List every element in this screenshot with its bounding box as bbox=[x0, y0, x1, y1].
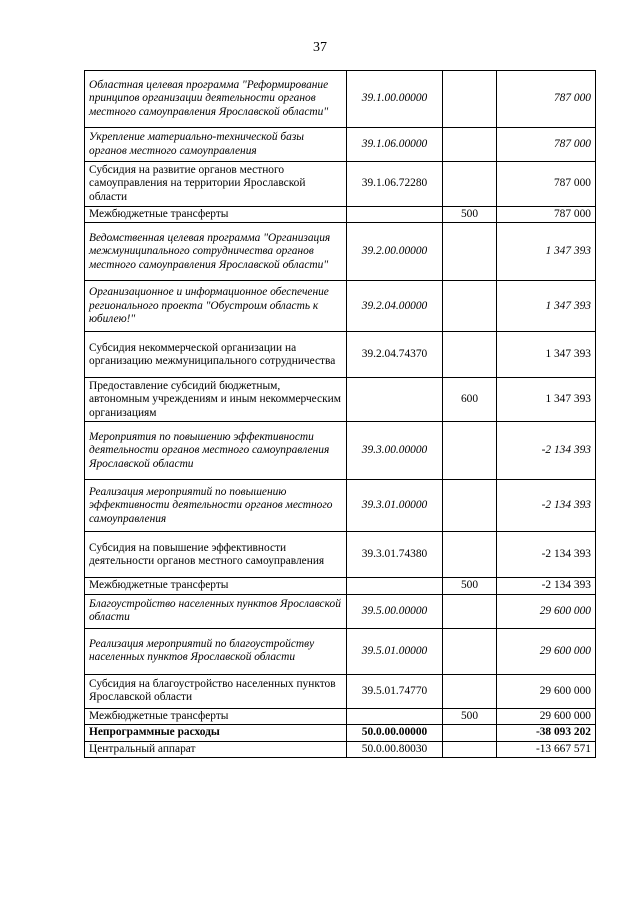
table-row bbox=[85, 422, 596, 480]
row-sum-cell: 29 600 000 bbox=[497, 628, 596, 674]
row-code-cell: 39.2.04.74370 bbox=[347, 332, 443, 378]
table-row bbox=[85, 594, 596, 628]
table-row bbox=[85, 708, 596, 724]
row-type-cell bbox=[443, 532, 497, 578]
row-name-cell: Субсидия на благоустройство населенных пунктов Ярославской области bbox=[85, 674, 347, 708]
table-row bbox=[85, 223, 596, 281]
row-code-cell: 39.5.01.00000 bbox=[347, 628, 443, 674]
row-code-cell: 39.3.01.00000 bbox=[347, 480, 443, 532]
page-number: 37 bbox=[313, 40, 327, 55]
row-sum-cell: -2 134 393 bbox=[497, 422, 596, 480]
row-type-cell bbox=[443, 628, 497, 674]
row-name-cell: Центральный аппарат bbox=[85, 741, 347, 757]
row-name-cell: Межбюджетные трансферты bbox=[85, 578, 347, 594]
table-row bbox=[85, 162, 596, 207]
row-sum-cell: -38 093 202 bbox=[497, 725, 596, 741]
row-code-cell bbox=[347, 578, 443, 594]
row-sum-cell: 1 347 393 bbox=[497, 223, 596, 281]
row-name-cell: Субсидия на повышение эффективности деятельности органов местного самоуправления bbox=[85, 532, 347, 578]
row-code-cell bbox=[347, 378, 443, 422]
row-name-cell: Мероприятия по повышению эффективности деятельности органов местного самоуправления Ярославской области bbox=[85, 422, 347, 480]
table-row bbox=[85, 332, 596, 378]
row-type-cell bbox=[443, 223, 497, 281]
row-type-cell bbox=[443, 422, 497, 480]
row-type-cell: 500 bbox=[443, 207, 497, 223]
row-type-cell bbox=[443, 281, 497, 332]
row-type-cell bbox=[443, 128, 497, 162]
row-type-cell: 600 bbox=[443, 378, 497, 422]
table-row bbox=[85, 578, 596, 594]
row-sum-cell: 787 000 bbox=[497, 71, 596, 128]
row-name-cell: Благоустройство населенных пунктов Ярославской области bbox=[85, 594, 347, 628]
row-name-cell: Областная целевая программа "Реформирование принципов организации деятельности органов местного самоуправления Ярославской области" bbox=[85, 71, 347, 128]
row-type-cell bbox=[443, 594, 497, 628]
row-sum-cell: 29 600 000 bbox=[497, 708, 596, 724]
row-type-cell bbox=[443, 674, 497, 708]
row-name-cell: Непрограммные расходы bbox=[85, 725, 347, 741]
table-row bbox=[85, 71, 596, 128]
table-row bbox=[85, 207, 596, 223]
row-sum-cell: 29 600 000 bbox=[497, 674, 596, 708]
row-name-cell: Межбюджетные трансферты bbox=[85, 207, 347, 223]
row-sum-cell: 787 000 bbox=[497, 128, 596, 162]
row-code-cell bbox=[347, 207, 443, 223]
budget-table-body bbox=[85, 71, 596, 758]
row-sum-cell: -2 134 393 bbox=[497, 578, 596, 594]
row-sum-cell: 1 347 393 bbox=[497, 332, 596, 378]
table-row bbox=[85, 741, 596, 757]
row-code-cell bbox=[347, 708, 443, 724]
row-sum-cell: -2 134 393 bbox=[497, 480, 596, 532]
table-row bbox=[85, 674, 596, 708]
row-code-cell: 39.1.06.00000 bbox=[347, 128, 443, 162]
row-type-cell bbox=[443, 741, 497, 757]
table-row bbox=[85, 128, 596, 162]
row-code-cell: 39.2.00.00000 bbox=[347, 223, 443, 281]
row-code-cell: 39.5.01.74770 bbox=[347, 674, 443, 708]
row-name-cell: Реализация мероприятий по повышению эффективности деятельности органов местного самоуправления bbox=[85, 480, 347, 532]
table-row bbox=[85, 281, 596, 332]
row-code-cell: 39.3.00.00000 bbox=[347, 422, 443, 480]
table-row bbox=[85, 378, 596, 422]
row-type-cell bbox=[443, 162, 497, 207]
row-code-cell: 39.5.00.00000 bbox=[347, 594, 443, 628]
row-name-cell: Укрепление материально-технической базы органов местного самоуправления bbox=[85, 128, 347, 162]
row-name-cell: Субсидия некоммерческой организации на организацию межмуниципального сотрудничества bbox=[85, 332, 347, 378]
row-sum-cell: 29 600 000 bbox=[497, 594, 596, 628]
row-name-cell: Межбюджетные трансферты bbox=[85, 708, 347, 724]
table-row bbox=[85, 725, 596, 741]
row-sum-cell: 787 000 bbox=[497, 207, 596, 223]
row-sum-cell: 1 347 393 bbox=[497, 281, 596, 332]
table-row bbox=[85, 532, 596, 578]
row-type-cell bbox=[443, 71, 497, 128]
budget-table bbox=[84, 70, 596, 758]
row-type-cell: 500 bbox=[443, 708, 497, 724]
row-name-cell: Реализация мероприятий по благоустройству населенных пунктов Ярославской области bbox=[85, 628, 347, 674]
row-type-cell bbox=[443, 480, 497, 532]
row-code-cell: 50.0.00.00000 bbox=[347, 725, 443, 741]
table-row bbox=[85, 628, 596, 674]
row-type-cell: 500 bbox=[443, 578, 497, 594]
row-sum-cell: -2 134 393 bbox=[497, 532, 596, 578]
row-code-cell: 39.3.01.74380 bbox=[347, 532, 443, 578]
table-row bbox=[85, 480, 596, 532]
row-sum-cell: -13 667 571 bbox=[497, 741, 596, 757]
row-name-cell: Субсидия на развитие органов местного самоуправления на территории Ярославской области bbox=[85, 162, 347, 207]
row-sum-cell: 787 000 bbox=[497, 162, 596, 207]
row-type-cell bbox=[443, 332, 497, 378]
row-type-cell bbox=[443, 725, 497, 741]
row-code-cell: 39.2.04.00000 bbox=[347, 281, 443, 332]
row-name-cell: Предоставление субсидий бюджетным, автономным учреждениям и иным некоммерческим организациям bbox=[85, 378, 347, 422]
row-code-cell: 39.1.00.00000 bbox=[347, 71, 443, 128]
row-sum-cell: 1 347 393 bbox=[497, 378, 596, 422]
row-name-cell: Организационное и информационное обеспечение регионального проекта "Обустроим область к юбилею!" bbox=[85, 281, 347, 332]
row-code-cell: 50.0.00.80030 bbox=[347, 741, 443, 757]
row-name-cell: Ведомственная целевая программа "Организация межмуниципального сотрудничества органов местного самоуправления Ярославской области" bbox=[85, 223, 347, 281]
row-code-cell: 39.1.06.72280 bbox=[347, 162, 443, 207]
